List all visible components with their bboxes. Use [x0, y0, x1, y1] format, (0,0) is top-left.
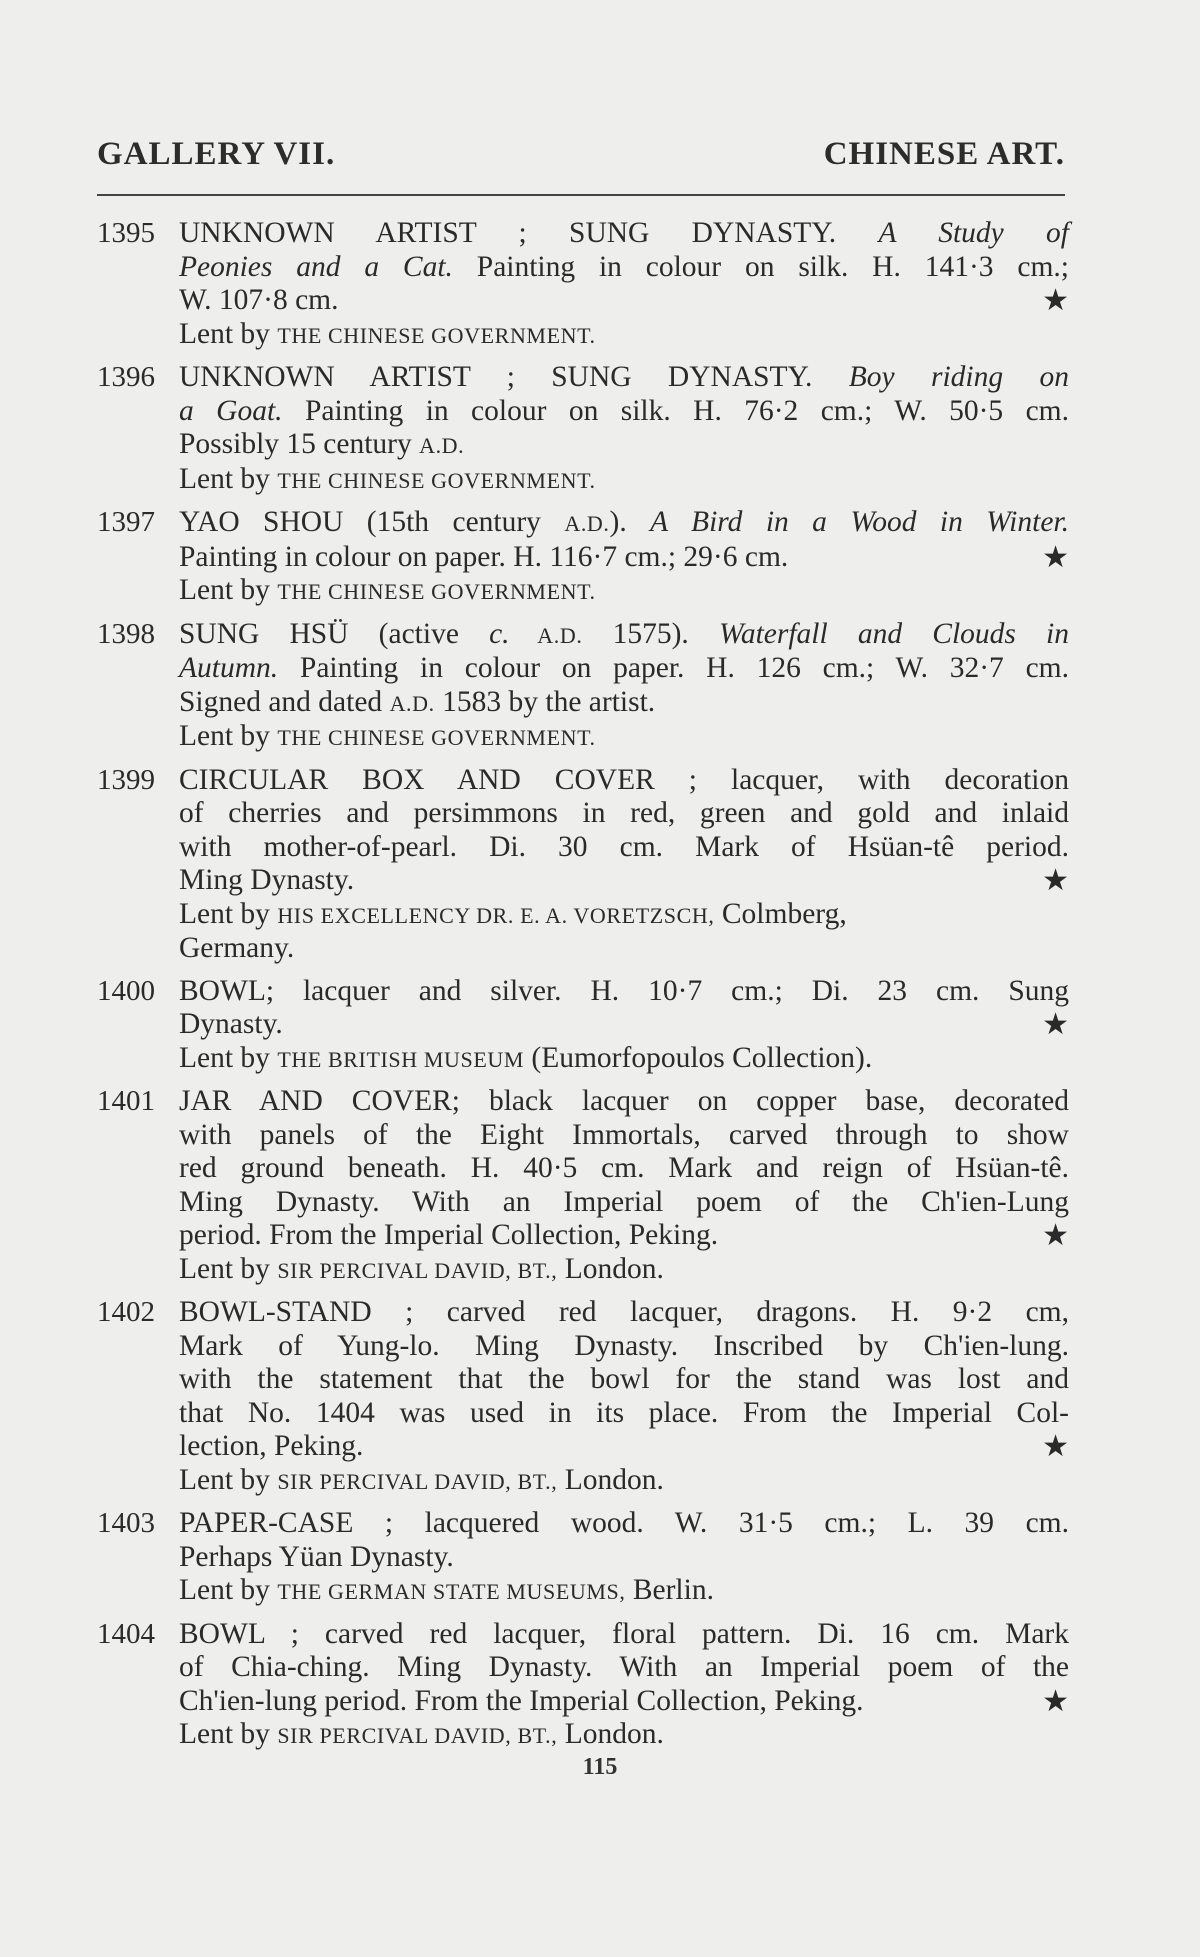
text: that No. 1404 was used in its place. From the Imperial Col- — [179, 1396, 1069, 1429]
text: with panels of the Eight Immortals, carved through to show — [179, 1118, 1069, 1151]
text: Possibly 15 century — [179, 428, 420, 460]
entry-line — [179, 1119, 1069, 1153]
text: of cherries and persimmons in red, green and gold and inlaid — [179, 797, 1069, 829]
text: Dynasty. — [179, 1008, 283, 1040]
text: (Eumorfopoulos Collection). — [524, 1041, 873, 1074]
entry-line — [179, 1085, 1069, 1119]
line-text — [179, 428, 464, 460]
entry-line — [179, 1042, 1069, 1077]
entry-line — [179, 1219, 1069, 1253]
small-caps-name: THE CHINESE GOVERNMENT. — [277, 579, 596, 604]
text: Ming Dynasty. With an Imperial poem of the Ch'ien-Lung — [179, 1185, 1069, 1218]
star-icon: ★ — [1042, 864, 1069, 897]
entry-number: 1395 — [97, 217, 155, 249]
entry-description — [179, 1618, 1069, 1753]
text: Lent by — [179, 1463, 278, 1496]
text: BOWL; lacquer and silver. H. 10·7 cm.; Di. 23 cm. Sung — [179, 974, 1069, 1007]
line-text — [179, 720, 596, 752]
entry-description — [179, 975, 1069, 1077]
entry-line — [179, 361, 1069, 395]
line-text — [179, 463, 596, 495]
entry-number: 1402 — [97, 1296, 155, 1328]
line-text — [179, 574, 596, 606]
line-text — [179, 686, 655, 718]
small-caps-name: THE CHINESE GOVERNMENT. — [277, 467, 596, 493]
entry-description — [179, 1296, 1069, 1498]
entry-number: 1401 — [97, 1085, 155, 1117]
catalogue-entry — [97, 1618, 1069, 1753]
entry-line — [179, 1330, 1069, 1364]
text: 1575). — [582, 617, 719, 650]
text: ). — [609, 506, 651, 538]
line-text — [179, 797, 1069, 829]
line-text — [179, 1119, 1069, 1151]
text: Ch'ien-lung period. From the Imperial Collection, Peking. — [179, 1684, 864, 1717]
star-icon: ★ — [1042, 284, 1069, 317]
section-heading: CHINESE ART. — [823, 136, 1065, 172]
entry-number: 1398 — [97, 617, 155, 650]
line-text — [179, 898, 847, 930]
entry-description — [179, 1507, 1069, 1609]
entry-line — [179, 764, 1069, 798]
line-text — [179, 831, 1069, 863]
catalogue-entry — [97, 764, 1069, 966]
entry-line — [179, 1296, 1069, 1330]
text: Lent by — [179, 1574, 278, 1606]
italic-title: A Bird in a Wood in Winter. — [650, 506, 1069, 538]
text: BOWL-STAND ; carved red lacquer, dragons. H. 9·2 cm, — [179, 1296, 1069, 1328]
entry-line — [179, 318, 1069, 353]
text: Painting in colour on paper. H. 126 cm.; W. 32·7 cm. — [278, 652, 1069, 684]
gallery-heading: GALLERY VII. — [97, 136, 336, 172]
text: BOWL ; carved red lacquer, floral pattern. Di. 16 cm. Mark — [179, 1617, 1069, 1650]
entry-line — [179, 395, 1069, 429]
text: period. From the Imperial Collection, Peking. — [179, 1219, 719, 1251]
star-icon: ★ — [1042, 1219, 1069, 1252]
text: Ming Dynasty. — [179, 864, 355, 896]
star-icon: ★ — [1042, 1430, 1069, 1463]
text: Berlin. — [625, 1574, 714, 1606]
line-text — [179, 1685, 864, 1719]
text: Mark of Yung-lo. Ming Dynasty. Inscribed by Ch'ien-lung. — [179, 1329, 1069, 1362]
line-text — [179, 1574, 714, 1606]
text: London. — [557, 1252, 664, 1285]
entry-number: 1404 — [97, 1617, 155, 1650]
line-text — [179, 251, 1069, 283]
italic-title: Peonies and a Cat. — [179, 250, 453, 283]
star-icon: ★ — [1042, 540, 1069, 574]
text: Lent by — [179, 1252, 278, 1285]
entry-description — [179, 361, 1069, 497]
entry-line — [179, 1685, 1069, 1719]
line-text — [179, 1330, 1069, 1362]
entry-line — [179, 1651, 1069, 1685]
page-number: 115 — [582, 1754, 618, 1780]
entry-line — [179, 541, 1069, 575]
catalogue-entry — [97, 1085, 1069, 1287]
line-text — [179, 764, 1069, 796]
catalogue-entries — [97, 217, 1069, 1762]
line-text — [179, 1651, 1069, 1683]
text: London. — [557, 1463, 664, 1496]
small-caps-name: HIS EXCELLENCY DR. E. A. VORETZSCH, — [277, 902, 715, 928]
small-caps-name: A.D. — [419, 433, 465, 458]
text: Painting in colour on paper. H. 116·7 cm.; 29·6 cm. — [179, 540, 789, 573]
line-text — [179, 361, 1069, 393]
entry-line — [179, 1574, 1069, 1609]
entry-line — [179, 618, 1069, 653]
line-text — [179, 1464, 664, 1496]
entry-line — [179, 1718, 1069, 1753]
catalogue-entry — [97, 618, 1069, 755]
line-text — [179, 1430, 363, 1464]
entry-line — [179, 1186, 1069, 1220]
line-text — [179, 652, 1069, 684]
line-text — [179, 506, 1069, 538]
entry-description — [179, 764, 1069, 966]
text: lection, Peking. — [179, 1430, 364, 1462]
text: Painting in colour on silk. H. 76·2 cm.; W. 50·5 cm. — [282, 394, 1070, 427]
entry-number: 1400 — [97, 974, 155, 1007]
line-text — [179, 541, 788, 575]
entry-description — [179, 618, 1069, 755]
entry-line — [179, 1363, 1069, 1397]
entry-line — [179, 720, 1069, 755]
entry-line — [179, 1397, 1069, 1431]
text: Perhaps Yüan Dynasty. — [179, 1540, 454, 1573]
line-text — [179, 1085, 1069, 1117]
line-text — [179, 618, 1069, 650]
entry-number: 1396 — [97, 361, 155, 393]
small-caps-name: A.D. — [509, 622, 583, 648]
small-caps-name: THE BRITISH MUSEUM — [277, 1046, 525, 1072]
text: Signed and dated — [179, 685, 390, 718]
entry-line — [179, 251, 1069, 285]
entry-line — [179, 898, 1069, 933]
text: of Chia-ching. Ming Dynasty. With an Imperial poem of the — [179, 1651, 1069, 1683]
line-text — [179, 1541, 454, 1573]
line-text — [179, 1186, 1069, 1218]
line-text — [179, 395, 1069, 427]
text: Painting in colour on silk. H. 141·3 cm.; — [452, 250, 1069, 283]
text: YAO SHOU (15th century — [179, 506, 565, 538]
text: W. 107·8 cm. — [179, 284, 339, 316]
entry-line — [179, 1464, 1069, 1499]
header-rule — [97, 194, 1065, 196]
star-icon: ★ — [1042, 1008, 1069, 1041]
line-text — [179, 1042, 872, 1074]
text: Lent by — [179, 574, 278, 606]
small-caps-name: SIR PERCIVAL DAVID, BT., — [277, 1468, 558, 1494]
text: Lent by — [179, 1041, 278, 1074]
text: red ground beneath. H. 40·5 cm. Mark and reign of Hsüan-tê. — [179, 1152, 1069, 1184]
text: Lent by — [179, 462, 278, 495]
text: PAPER-CASE ; lacquered wood. W. 31·5 cm.; L. 39 cm. — [179, 1507, 1069, 1539]
text: Lent by — [179, 1718, 278, 1750]
entry-line — [179, 932, 1069, 966]
catalogue-entry — [97, 217, 1069, 352]
italic-title: A Study of — [878, 217, 1069, 249]
entry-line — [179, 831, 1069, 865]
catalogue-entry — [97, 361, 1069, 497]
line-text — [179, 864, 354, 898]
line-text — [179, 1363, 1069, 1395]
text: SUNG HSÜ (active — [179, 617, 490, 650]
entry-line — [179, 1541, 1069, 1575]
entry-line — [179, 217, 1069, 251]
entry-line — [179, 652, 1069, 686]
line-text — [179, 1718, 664, 1750]
running-header — [97, 136, 1065, 173]
small-caps-name: A.D. — [389, 690, 435, 716]
text: UNKNOWN ARTIST ; SUNG DYNASTY. — [179, 361, 849, 393]
entry-line — [179, 975, 1069, 1009]
entry-line — [179, 1507, 1069, 1541]
italic-title: c. — [489, 617, 510, 650]
small-caps-name: THE CHINESE GOVERNMENT. — [277, 725, 596, 750]
catalogue-entry — [97, 1296, 1069, 1498]
entry-line — [179, 686, 1069, 721]
text: with the statement that the bowl for the stand was lost and — [179, 1363, 1069, 1395]
small-caps-name: SIR PERCIVAL DAVID, BT., — [277, 1723, 558, 1748]
line-text — [179, 318, 596, 350]
entry-line — [179, 797, 1069, 831]
text: London. — [557, 1718, 664, 1750]
entry-line — [179, 1430, 1069, 1464]
line-text — [179, 1219, 718, 1253]
entry-line — [179, 428, 1069, 463]
italic-title: Boy riding on — [848, 361, 1069, 393]
entry-description — [179, 1085, 1069, 1287]
text: 1583 by the artist. — [434, 685, 656, 718]
small-caps-name: THE GERMAN STATE MUSEUMS, — [277, 1579, 626, 1604]
line-text — [179, 975, 1069, 1007]
catalogue-entry — [97, 975, 1069, 1077]
entry-line — [179, 1152, 1069, 1186]
text: Lent by — [179, 317, 278, 350]
entry-number: 1403 — [97, 1507, 155, 1539]
entry-line — [179, 864, 1069, 898]
entry-number: 1397 — [97, 506, 155, 538]
entry-line — [179, 574, 1069, 609]
italic-title: a Goat. — [179, 394, 283, 427]
small-caps-name: THE CHINESE GOVERNMENT. — [277, 322, 596, 348]
text: Germany. — [179, 932, 295, 964]
italic-title: Autumn. — [179, 652, 279, 684]
line-text — [179, 1618, 1069, 1650]
text: Lent by — [179, 897, 278, 930]
line-text — [179, 1296, 1069, 1328]
line-text — [179, 932, 294, 964]
star-icon: ★ — [1042, 1684, 1069, 1718]
text: Lent by — [179, 720, 278, 752]
entry-line — [179, 1618, 1069, 1652]
text: UNKNOWN ARTIST ; SUNG DYNASTY. — [179, 217, 879, 249]
text: Colmberg, — [714, 897, 847, 930]
line-text — [179, 1152, 1069, 1184]
entry-description — [179, 217, 1069, 352]
catalogue-entry — [97, 506, 1069, 609]
text: JAR AND COVER; black lacquer on copper base, decorated — [179, 1085, 1069, 1117]
line-text — [179, 1507, 1069, 1539]
line-text — [179, 284, 339, 318]
small-caps-name: A.D. — [564, 511, 610, 536]
line-text — [179, 1008, 283, 1042]
text: CIRCULAR BOX AND COVER ; lacquer, with decoration — [179, 763, 1069, 796]
line-text — [179, 217, 1069, 249]
italic-title: Waterfall and Clouds in — [718, 617, 1069, 650]
entry-number: 1399 — [97, 763, 155, 796]
entry-description — [179, 506, 1069, 609]
entry-line — [179, 463, 1069, 498]
line-text — [179, 1397, 1069, 1429]
entry-line — [179, 1253, 1069, 1288]
line-text — [179, 1253, 664, 1285]
entry-line — [179, 284, 1069, 318]
catalogue-entry — [97, 1507, 1069, 1609]
entry-line — [179, 506, 1069, 541]
text: with mother-of-pearl. Di. 30 cm. Mark of Hsüan-tê period. — [179, 830, 1069, 863]
entry-line — [179, 1008, 1069, 1042]
small-caps-name: SIR PERCIVAL DAVID, BT., — [277, 1257, 558, 1283]
